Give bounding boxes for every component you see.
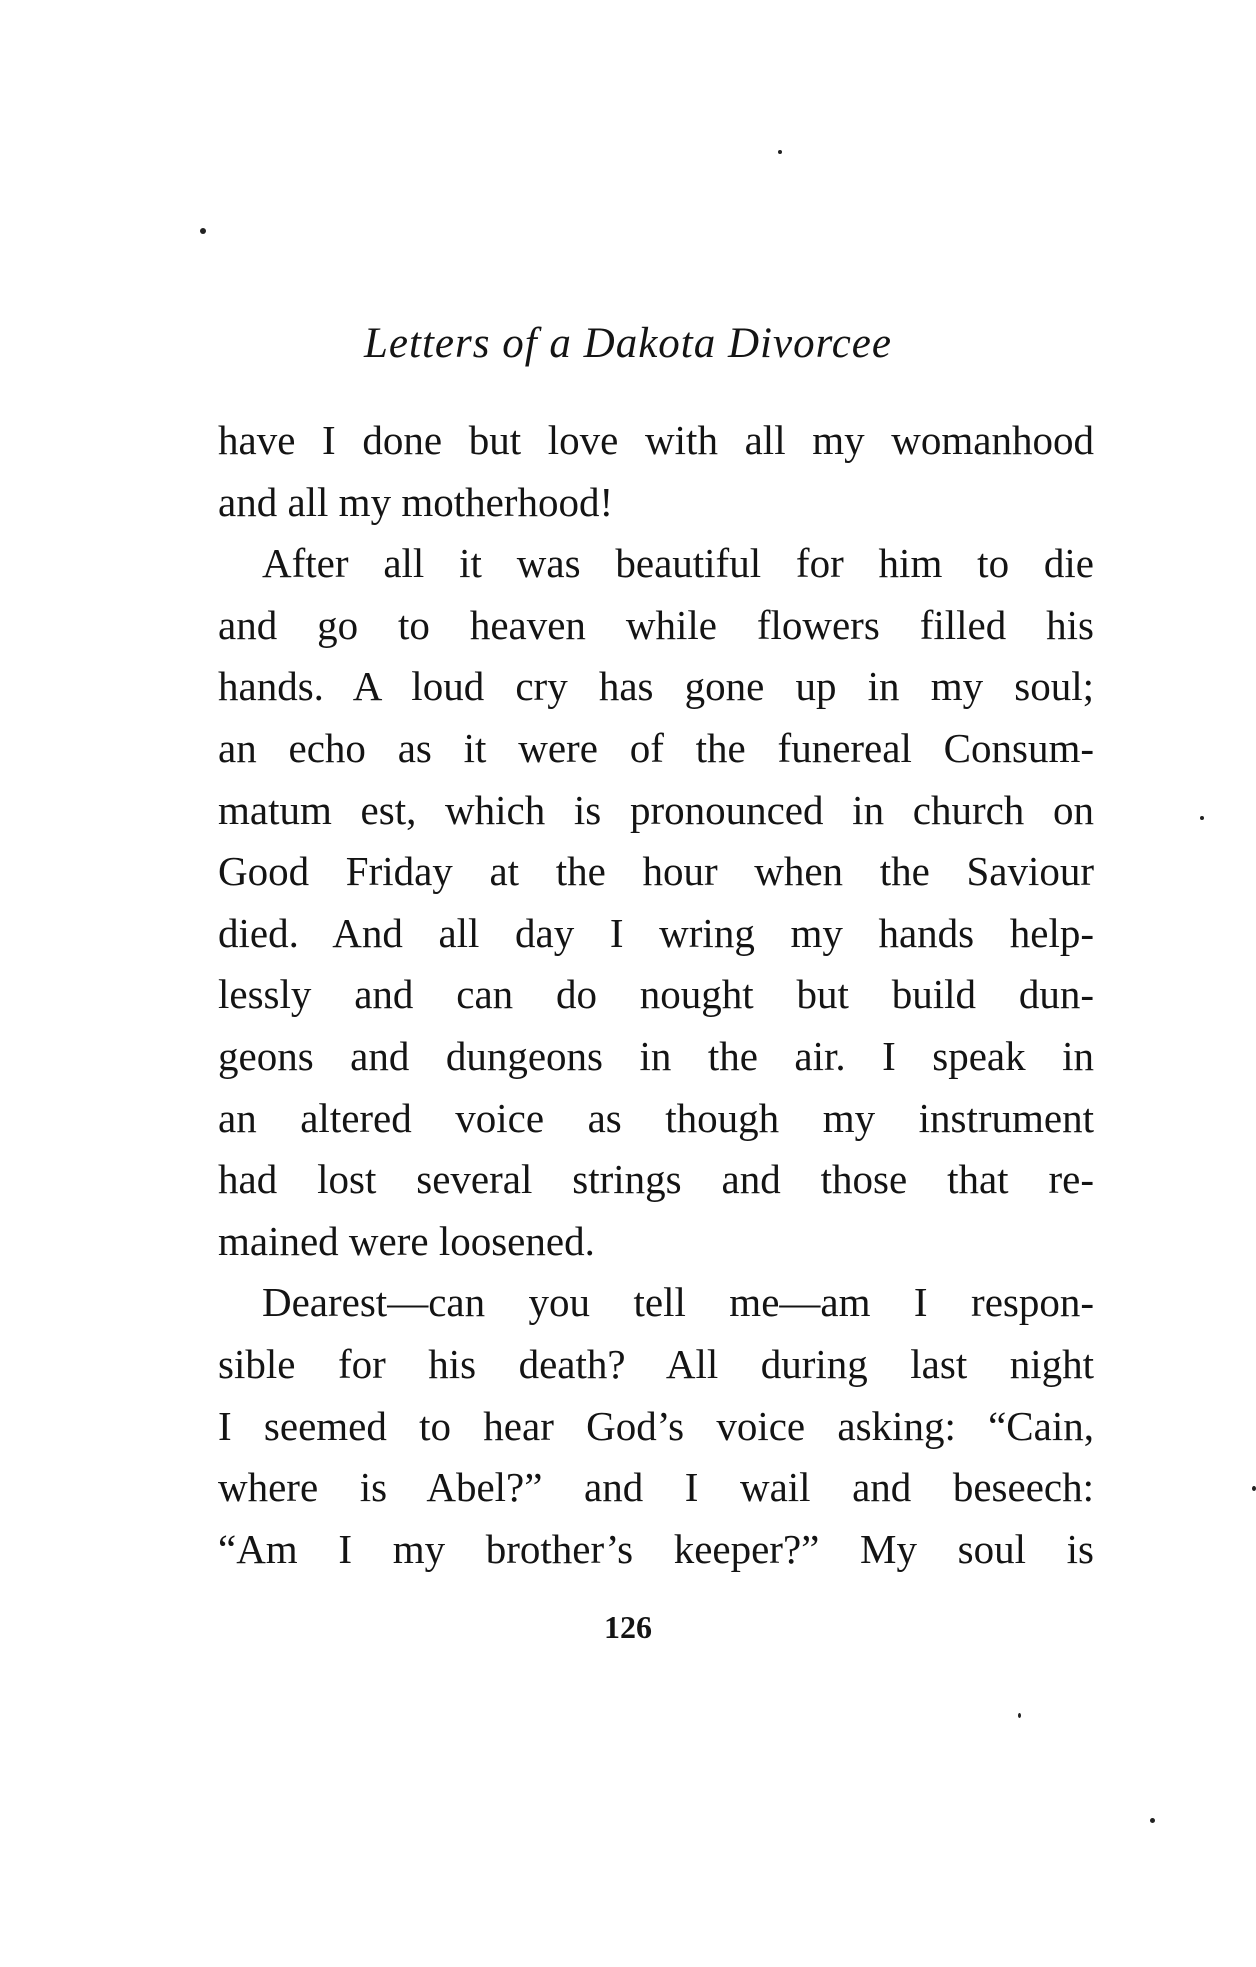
ink-speck [1150,1818,1155,1823]
ink-speck [1018,1713,1021,1718]
text-line: and all my motherhood! [218,478,614,525]
text-line: Good Friday at the hour when the Saviour [218,848,1094,895]
text-line: died. And all day I wring my hands help- [218,909,1094,956]
text-line: After all it was beautiful for him to die [262,540,1094,587]
text-line: mained were loosened. [218,1217,595,1264]
text-line: Dearest—can you tell me—am I respon- [262,1279,1094,1326]
text-line: have I done but love with all my womanhood [218,417,1094,463]
body-text [218,410,1094,1580]
text-line: and go to heaven while flowers filled his [218,601,1094,648]
page-number: 126 [604,1609,652,1645]
text-line: matum est, which is pronounced in church on [218,786,1094,833]
text-line: geons and dungeons in the air. I speak in [218,1032,1094,1079]
text-line: an altered voice as though my instrument [218,1094,1094,1141]
text-line: hands. A loud cry has gone up in my soul; [218,663,1094,710]
text-line: “Am I my brother’s keeper?” My soul is [218,1525,1094,1572]
text-line: had lost several strings and those that re- [218,1156,1094,1203]
text-line: sible for his death? All during last night [218,1340,1094,1387]
text-line: an echo as it were of the funereal Consum- [218,724,1094,771]
text-line: I seemed to hear God’s voice asking: “Cain, [218,1402,1094,1449]
ink-speck [1200,816,1204,820]
text-line: where is Abel?” and I wail and beseech: [218,1464,1094,1511]
ink-speck [778,150,782,154]
text-line: lessly and can do nought but build dun- [218,971,1094,1018]
ink-speck [200,228,206,234]
ink-speck [1252,1486,1256,1491]
running-head: Letters of a Dakota Divorcee [364,320,892,367]
